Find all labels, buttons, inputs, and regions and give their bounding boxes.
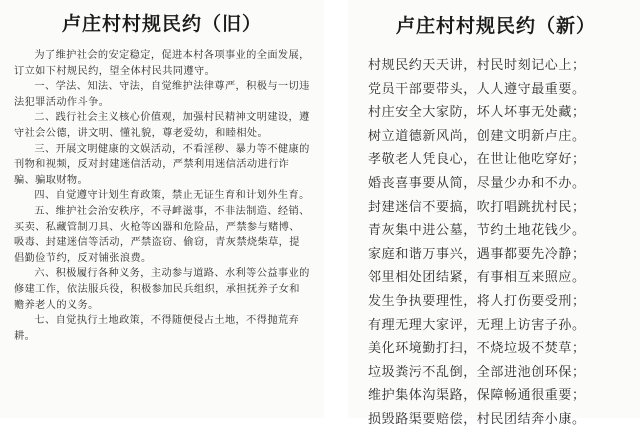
old-rules-panel <box>0 0 324 418</box>
old-rules-intro: 为了维护社会的安定稳定，促进本村各项事业的全面发展，订立如下村规民约，望全体村民共同遵守。 <box>14 50 310 77</box>
new-rules-verse <box>368 54 624 432</box>
verse-line: 党员干部要带头，人人遵守最重要。 <box>368 81 586 97</box>
verse-line: 青灰集中进公墓，节约土地花钱少。 <box>368 223 586 239</box>
verse-line: 邻里相处团结紧，有事相互来照应。 <box>368 270 586 286</box>
verse-line: 孝敬老人凭良心，在世让他吃穿好； <box>368 152 586 168</box>
panel-divider <box>330 0 344 418</box>
old-rules-article-7: 七、自觉执行土地政策，不得随便侵占土地，不得抛荒弃耕。 <box>14 315 300 342</box>
new-rules-title: 卢庄村村规民约（新） <box>395 15 596 37</box>
old-rules-article-3: 三、开展文明健康的文娱活动，不看淫秽、暴力等不健康的刊物和视频，反对封建迷信活动，严禁利用迷信活动进行诈骗、骗取财物。 <box>14 143 310 186</box>
old-rules-article-5: 五、维护社会治安秩序，不寻衅滋事，不非法制造、经销、买卖、私藏管制刀具、火枪等凶器和危险品，严禁参与赌博、吸毒、封建迷信等活动，严禁盗窃、偷窃，青灰禁烧柴草，提倡勤俭节约，反对铺张浪费。 <box>14 205 310 264</box>
verse-line: 有理无理大家评，无理上访害子孙。 <box>368 317 586 333</box>
verse-line: 家庭和谐万事兴，遇事都要先冷静； <box>368 246 586 262</box>
verse-line: 垃圾粪污不乱倒，全部进池创环保； <box>368 364 586 380</box>
verse-line: 婚丧喜事要从简，尽量少办和不办。 <box>368 175 586 191</box>
old-rules-article-6: 六、积极履行各种义务，主动参与道路、水利等公益事业的修建工作，依法服兵役，积极参加民兵组织，承担抚养子女和赡养老人的义务。 <box>14 268 310 311</box>
old-rules-article-4: 四、自觉遵守计划生育政策，禁止无证生育和计划外生育。 <box>34 190 310 202</box>
old-rules-title: 卢庄村村规民约（旧） <box>61 13 262 35</box>
verse-line: 封建迷信不要搞，吹打唱跳扰村民； <box>368 199 586 215</box>
verse-line: 树立道德新风尚，创建文明新卢庄。 <box>368 128 586 144</box>
verse-line: 村规民约天天讲，村民时刻记心上； <box>368 58 586 73</box>
verse-line: 维护集体沟渠路，保障畅通很重要； <box>368 388 586 404</box>
verse-line: 美化环境勤打扫，不烧垃圾不焚草； <box>368 341 586 357</box>
new-rules-panel <box>348 0 640 427</box>
old-rules-article-1: 一、学法、知法、守法，自觉维护法律尊严，积极与一切违法犯罪活动作斗争。 <box>14 81 310 108</box>
verse-line: 发生争执要理性，将人打伤要受刑； <box>368 293 586 309</box>
verse-line: 损毁路渠要赔偿，村民团结奔小康。 <box>368 411 586 427</box>
verse-line: 村庄安全大家防，坏人坏事无处藏； <box>368 105 586 121</box>
old-rules-article-2: 二、践行社会主义核心价值观，加强村民精神文明建设，遵守社会公德，讲文明、懂礼貌，尊老爱幼，和睦相处。 <box>14 112 310 139</box>
